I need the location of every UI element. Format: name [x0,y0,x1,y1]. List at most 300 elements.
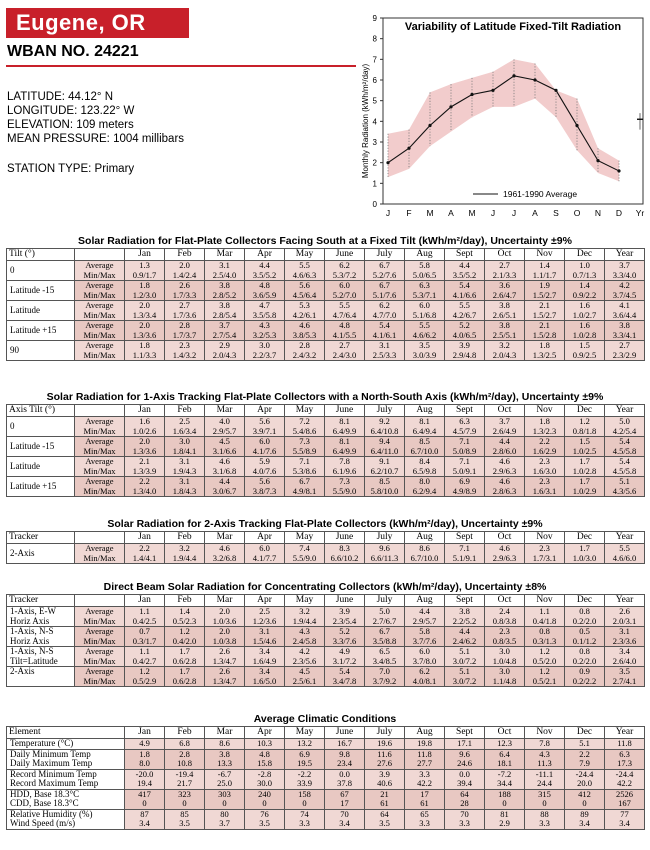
month-header: May [285,249,325,261]
month-header: May [285,595,325,607]
value-cell: 64 3.5 [365,809,405,829]
month-header: Year [605,727,645,739]
value-cell: 0.5 0.1/1.2 [565,627,605,647]
value-cell: 4.6 2.9/6.3 [485,544,525,564]
elevation-text: ELEVATION: 109 meters [7,119,134,131]
row-label: 2-Axis [7,667,75,687]
value-cell: 1.4 0.9/2.2 [565,281,605,301]
value-cell: 2.1 1.5/2.7 [525,301,565,321]
value-cell: 64 28 [445,789,485,809]
month-header: Dec [565,249,605,261]
value-cell: 2.0 1.3/3.4 [125,301,165,321]
x-tick-label: Yr [635,208,645,218]
value-cell: 3.2 1.9/4.4 [165,544,205,564]
value-cell: 0.8 0.2/2.0 [565,607,605,627]
month-header: Feb [165,595,205,607]
value-cell: 3.1 1.9/4.3 [165,457,205,477]
row-sublabel: Average Min/Max [75,477,125,497]
value-cell: 8.6 6.7/10.0 [405,544,445,564]
value-cell: 8.5 6.7/10.0 [405,437,445,457]
value-cell: 6.3 17.3 [605,749,645,769]
value-cell: 6.0 4.1/7.7 [245,544,285,564]
value-cell: 2.6 1.3/4.7 [205,667,245,687]
value-cell: 1.7 0.6/2.8 [165,647,205,667]
value-cell: 2.6 1.7/3.3 [165,281,205,301]
month-header: Sept [445,405,485,417]
value-cell: 3.1 2.5/4.0 [205,261,245,281]
value-cell: 315 0 [525,789,565,809]
longitude-text: LONGITUDE: 123.22° W [7,105,135,117]
month-header: Jan [125,249,165,261]
value-cell: 4.8 4.1/5.5 [325,321,365,341]
value-cell: 4.3 11.3 [525,749,565,769]
x-tick-label: F [406,208,412,218]
legend-label: 1961-1990 Average [503,189,578,199]
month-header: Year [605,532,645,544]
value-cell: 5.0 2.7/6.7 [365,607,405,627]
table-row [7,477,645,497]
value-cell: 5.3 4.2/6.1 [285,301,325,321]
value-cell: 5.4 4.1/6.1 [365,321,405,341]
average-point [491,89,494,92]
table-row [7,607,645,627]
value-cell: 2.7 2.3/2.9 [605,341,645,361]
value-cell: 1.7 1.0/2.9 [565,477,605,497]
value-cell: 4.2 3.7/4.5 [605,281,645,301]
value-cell: 7.3 5.5/9.0 [325,477,365,497]
value-cell: 5.1 [565,739,605,750]
wban-number: WBAN NO. 24221 [7,43,139,60]
value-cell: 3.4 1.6/4.9 [245,647,285,667]
value-cell: 5.6 3.8/7.3 [245,477,285,497]
row-sublabel: Average Min/Max [75,457,125,477]
row-sublabel: Average Min/Max [75,301,125,321]
row-sublabel: Average Min/Max [75,544,125,564]
average-point [554,89,557,92]
row-label: Latitude +15 [7,321,75,341]
month-header: Oct [485,405,525,417]
value-cell: 7.1 5.3/8.6 [285,457,325,477]
month-header: Apr [245,595,285,607]
value-cell: 0.0 39.4 [445,769,485,789]
data-table [6,404,645,497]
table-row [7,739,645,750]
average-point [617,169,620,172]
value-cell: -2.2 33.9 [285,769,325,789]
value-cell: 158 0 [285,789,325,809]
value-cell: 89 3.4 [565,809,605,829]
value-cell: 2.6 2.0/3.1 [605,607,645,627]
month-header: Apr [245,249,285,261]
month-header: Jan [125,727,165,739]
value-cell: 7.4 5.5/9.0 [285,544,325,564]
month-header: Mar [205,532,245,544]
value-cell: 4.1 3.6/4.4 [605,301,645,321]
value-cell: 4.0 2.9/5.7 [205,417,245,437]
value-cell: 1.7 1.0/3.0 [565,544,605,564]
value-cell: 4.4 3.5/5.2 [445,261,485,281]
table-row [7,281,645,301]
value-cell: 67 17 [325,789,365,809]
value-cell: 3.0 2.2/3.7 [245,341,285,361]
value-cell: 1.8 1.3/2.3 [525,417,565,437]
row-label: Relative Humidity (%) Wind Speed (m/s) [7,809,125,829]
month-header: Nov [525,405,565,417]
value-cell: 6.2 4.0/8.1 [405,667,445,687]
month-header: Feb [165,727,205,739]
y-axis-label: Monthly Radiation (kWh/m²/day) [361,63,370,179]
value-cell: 5.6 3.9/7.1 [245,417,285,437]
column-header [75,249,125,261]
value-cell: 5.5 4.6/6.0 [605,544,645,564]
value-cell: 8.1 6.4/9.9 [325,417,365,437]
value-cell: 9.6 24.6 [445,749,485,769]
value-cell: 6.9 4.9/8.9 [445,477,485,497]
column-header [75,405,125,417]
average-point [512,74,515,77]
value-cell: 6.7 4.9/8.1 [285,477,325,497]
value-cell: 81 2.9 [485,809,525,829]
value-cell: 1.1 0.4/1.8 [525,607,565,627]
value-cell: 0.8 0.2/2.0 [565,647,605,667]
value-cell: 1.1 0.4/2.5 [125,607,165,627]
value-cell: 3.1 2.5/3.3 [365,341,405,361]
value-cell: 19.8 [405,739,445,750]
value-cell: 4.8 3.6/5.9 [245,281,285,301]
column-header: Element [7,727,125,739]
x-tick-label: M [468,208,476,218]
value-cell: 4.3 3.2/5.3 [245,321,285,341]
value-cell: 3.8 3.3/4.1 [605,321,645,341]
value-cell: 8.5 5.8/10.0 [365,477,405,497]
month-header: Dec [565,595,605,607]
value-cell: 5.1 3.0/7.2 [445,667,485,687]
value-cell: 2.7 2.1/3.3 [485,261,525,281]
table-row [7,321,645,341]
value-cell: 4.4 2.4/6.2 [445,627,485,647]
value-cell: 17 61 [405,789,445,809]
y-tick-label: 7 [372,55,377,65]
month-header: Jan [125,405,165,417]
month-header: July [365,727,405,739]
value-cell: 6.9 19.5 [285,749,325,769]
y-tick-label: 3 [372,138,377,147]
value-cell: 17.1 [445,739,485,750]
value-cell: 7.3 5.5/8.9 [285,437,325,457]
value-cell: 2.3 1.7/3.1 [525,544,565,564]
month-header: Aug [405,595,445,607]
value-cell: 9.8 23.4 [325,749,365,769]
value-cell: 2.5 1.6/3.4 [165,417,205,437]
value-cell: 3.7 2.6/4.9 [485,417,525,437]
value-cell: 1.7 1.0/2.8 [565,457,605,477]
month-header: May [285,727,325,739]
city-title: Eugene, OR [6,8,189,38]
month-header: July [365,595,405,607]
month-header: June [325,405,365,417]
value-cell: 5.8 5.0/6.5 [405,261,445,281]
row-sublabel: Average Min/Max [75,281,125,301]
value-cell: 5.0 4.2/5.4 [605,417,645,437]
month-header: June [325,727,365,739]
value-cell: 1.2 0.8/1.8 [565,417,605,437]
y-tick-label: 0 [372,200,377,209]
month-header: Oct [485,532,525,544]
value-cell: 5.4 4.5/5.8 [605,437,645,457]
value-cell: 188 0 [485,789,525,809]
value-cell: 3.8 2.2/5.2 [445,607,485,627]
value-cell: -20.0 19.4 [125,769,165,789]
row-sublabel: Average Min/Max [75,667,125,687]
table-row [7,341,645,361]
value-cell: -6.7 25.0 [205,769,245,789]
month-header: July [365,405,405,417]
value-cell: 3.2 2.0/4.3 [485,341,525,361]
value-cell: 2.2 1.3/4.0 [125,477,165,497]
row-sublabel: Average Min/Max [75,341,125,361]
value-cell: 8.1 6.4/9.9 [325,437,365,457]
value-cell: 85 3.5 [165,809,205,829]
row-label: HDD, Base 18.3°C CDD, Base 18.3°C [7,789,125,809]
value-cell: 9.2 6.4/10.8 [365,417,405,437]
value-cell: 7.8 6.1/9.6 [325,457,365,477]
value-cell: 6.7 5.1/7.6 [365,281,405,301]
pressure-text: MEAN PRESSURE: 1004 millibars [7,133,185,145]
value-cell: 6.5 3.4/8.5 [365,647,405,667]
value-cell: 2.3 1.6/3.0 [525,457,565,477]
value-cell: 1.6 1.0/2.7 [565,301,605,321]
value-cell: 7.8 [525,739,565,750]
row-label: Latitude -15 [7,437,75,457]
month-header: Sept [445,249,485,261]
x-tick-label: M [426,208,434,218]
month-header: June [325,249,365,261]
value-cell: 0.7 0.3/1.7 [125,627,165,647]
x-tick-label: J [385,208,391,218]
value-cell: 1.5 0.9/2.5 [565,341,605,361]
month-header: Nov [525,727,565,739]
value-cell: 412 0 [565,789,605,809]
value-cell: -19.4 21.7 [165,769,205,789]
x-tick-label: J [511,208,517,218]
table-row [7,417,645,437]
value-cell: 3.8 2.8/5.2 [205,281,245,301]
value-cell: 4.8 15.8 [245,749,285,769]
month-header: Aug [405,532,445,544]
value-cell: 6.4 18.1 [485,749,525,769]
value-cell: 1.8 1.3/2.5 [525,341,565,361]
header-divider [6,65,356,67]
row-sublabel: Average Min/Max [75,607,125,627]
table-row [7,261,645,281]
average-point [386,161,389,164]
row-label: 1-Axis, N-S Horiz Axis [7,627,75,647]
value-cell: 5.6 4.5/6.4 [285,281,325,301]
section-title: Solar Radiation for Flat-Plate Collectors Facing South at a Fixed Tilt (kWh/m²/day), Uncertainty ±9% [78,235,572,247]
value-cell: 1.2 0.4/2.0 [165,627,205,647]
value-cell: 3.4 1.6/5.0 [245,667,285,687]
month-header: June [325,595,365,607]
value-cell: 5.1 4.3/5.6 [605,477,645,497]
row-label: 0 [7,261,75,281]
section-title: Solar Radiation for 2-Axis Tracking Flat-Plate Collectors (kWh/m²/day), Uncertainty ±9% [107,518,543,530]
value-cell: 5.5 4.6/6.3 [285,261,325,281]
value-cell: 76 3.5 [245,809,285,829]
row-label: Latitude [7,301,75,321]
value-cell: 7.1 5.1/9.1 [445,544,485,564]
table-row [7,627,645,647]
y-tick-label: 8 [372,34,377,44]
month-header: Apr [245,532,285,544]
month-header: Dec [565,532,605,544]
value-cell: 2.8 2.4/3.2 [285,341,325,361]
month-header: Nov [525,249,565,261]
value-cell: -24.4 42.2 [605,769,645,789]
value-cell: -24.4 20.0 [565,769,605,789]
value-cell: 2.8 1.7/3.7 [165,321,205,341]
average-point [575,124,578,127]
value-cell: 7.2 5.4/8.6 [285,417,325,437]
value-cell: 3.8 2.5/5.1 [485,321,525,341]
value-cell: 4.2 2.3/5.6 [285,647,325,667]
value-cell: 6.0 5.2/7.0 [325,281,365,301]
data-table [6,531,645,564]
row-sublabel: Average Min/Max [75,437,125,457]
value-cell: 5.2 4.0/6.5 [445,321,485,341]
value-cell: 0.9 0.2/2.2 [565,667,605,687]
value-cell: 2.4 0.8/3.8 [485,607,525,627]
value-cell: 3.2 1.9/4.4 [285,607,325,627]
radiation-variability-chart [358,8,648,230]
table-row [7,544,645,564]
value-cell: 4.6 2.9/6.3 [485,457,525,477]
value-cell: 3.1 2.3/3.6 [605,627,645,647]
month-header: July [365,532,405,544]
value-cell: 4.4 2.8/6.0 [485,437,525,457]
month-header: Dec [565,727,605,739]
month-header: June [325,532,365,544]
value-cell: 1.1 0.4/2.7 [125,647,165,667]
value-cell: 4.9 3.1/7.2 [325,647,365,667]
value-cell: 11.8 27.7 [405,749,445,769]
value-cell: 87 3.4 [125,809,165,829]
value-cell: 1.9 1.5/2.7 [525,281,565,301]
value-cell: 6.7 5.2/7.6 [365,261,405,281]
value-cell: 3.5 2.7/4.1 [605,667,645,687]
table-row [7,667,645,687]
month-header: Oct [485,727,525,739]
section-title: Direct Beam Solar Radiation for Concentrating Collectors (kWh/m²/day), Uncertainty ±8% [103,581,547,593]
value-cell: 6.8 [165,739,205,750]
table-row [7,749,645,769]
month-header: May [285,405,325,417]
value-cell: 11.8 [605,739,645,750]
table-row [7,769,645,789]
value-cell: 7.0 3.7/9.2 [365,667,405,687]
value-cell: 2.3 1.4/3.2 [165,341,205,361]
value-cell: -7.2 34.4 [485,769,525,789]
value-cell: 6.2 5.3/7.2 [325,261,365,281]
value-cell: 6.0 5.1/6.8 [405,301,445,321]
value-cell: 5.9 4.0/7.6 [245,457,285,477]
x-tick-label: D [615,208,623,218]
row-label: 90 [7,341,75,361]
month-header: Mar [205,595,245,607]
value-cell: 5.8 3.7/7.6 [405,627,445,647]
row-sublabel: Average Min/Max [75,417,125,437]
month-header: Feb [165,405,205,417]
value-cell: 240 0 [245,789,285,809]
value-cell: 2526 167 [605,789,645,809]
value-cell: 4.6 3.2/6.8 [205,544,245,564]
month-header: Sept [445,532,485,544]
row-label: 2-Axis [7,544,75,564]
data-table [6,248,645,361]
value-cell: 1.4 0.5/2.3 [165,607,205,627]
average-point [533,78,536,81]
value-cell: 2.2 7.9 [565,749,605,769]
value-cell: 3.0 1.0/4.8 [485,647,525,667]
month-header: Oct [485,249,525,261]
value-cell: 2.0 1.0/3.8 [205,627,245,647]
y-tick-label: 2 [372,158,377,168]
average-point [407,147,410,150]
row-sublabel: Average Min/Max [75,627,125,647]
month-header: Dec [565,405,605,417]
month-header: Feb [165,249,205,261]
average-point [449,105,452,108]
month-header: Year [605,595,645,607]
value-cell: 8.3 6.6/10.2 [325,544,365,564]
value-cell: 5.5 4.2/6.7 [445,301,485,321]
row-sublabel: Average Min/Max [75,261,125,281]
value-cell: 5.2 3.3/7.6 [325,627,365,647]
value-cell: 77 3.4 [605,809,645,829]
value-cell: 1.0 0.7/1.3 [565,261,605,281]
month-header: Aug [405,249,445,261]
value-cell: 6.0 3.7/8.0 [405,647,445,667]
row-label: Temperature (°C) [7,739,125,750]
table-row [7,457,645,477]
value-cell: 3.0 1.8/4.1 [165,437,205,457]
value-cell: 0.0 37.8 [325,769,365,789]
month-header: Apr [245,727,285,739]
row-label: Latitude [7,457,75,477]
month-header: Nov [525,532,565,544]
table-row [7,809,645,829]
row-label: Latitude +15 [7,477,75,497]
column-header: Tracker [7,595,75,607]
value-cell: 323 0 [165,789,205,809]
value-cell: 1.7 0.6/2.8 [165,667,205,687]
month-header: Year [605,249,645,261]
average-point [428,124,431,127]
climate-table [6,726,645,830]
value-cell: 417 0 [125,789,165,809]
value-cell: 1.2 0.5/2.1 [525,667,565,687]
y-tick-label: 6 [372,76,377,85]
value-cell: 6.0 4.1/7.6 [245,437,285,457]
value-cell: 3.8 2.6/5.1 [485,301,525,321]
value-cell: 9.6 6.6/11.3 [365,544,405,564]
value-cell: 1.3 0.9/1.7 [125,261,165,281]
data-table [6,594,645,687]
column-header [75,532,125,544]
month-header: Mar [205,727,245,739]
value-cell: 0.8 0.3/1.3 [525,627,565,647]
value-cell: 3.7 3.3/4.0 [605,261,645,281]
value-cell: 4.4 2.9/5.7 [405,607,445,627]
